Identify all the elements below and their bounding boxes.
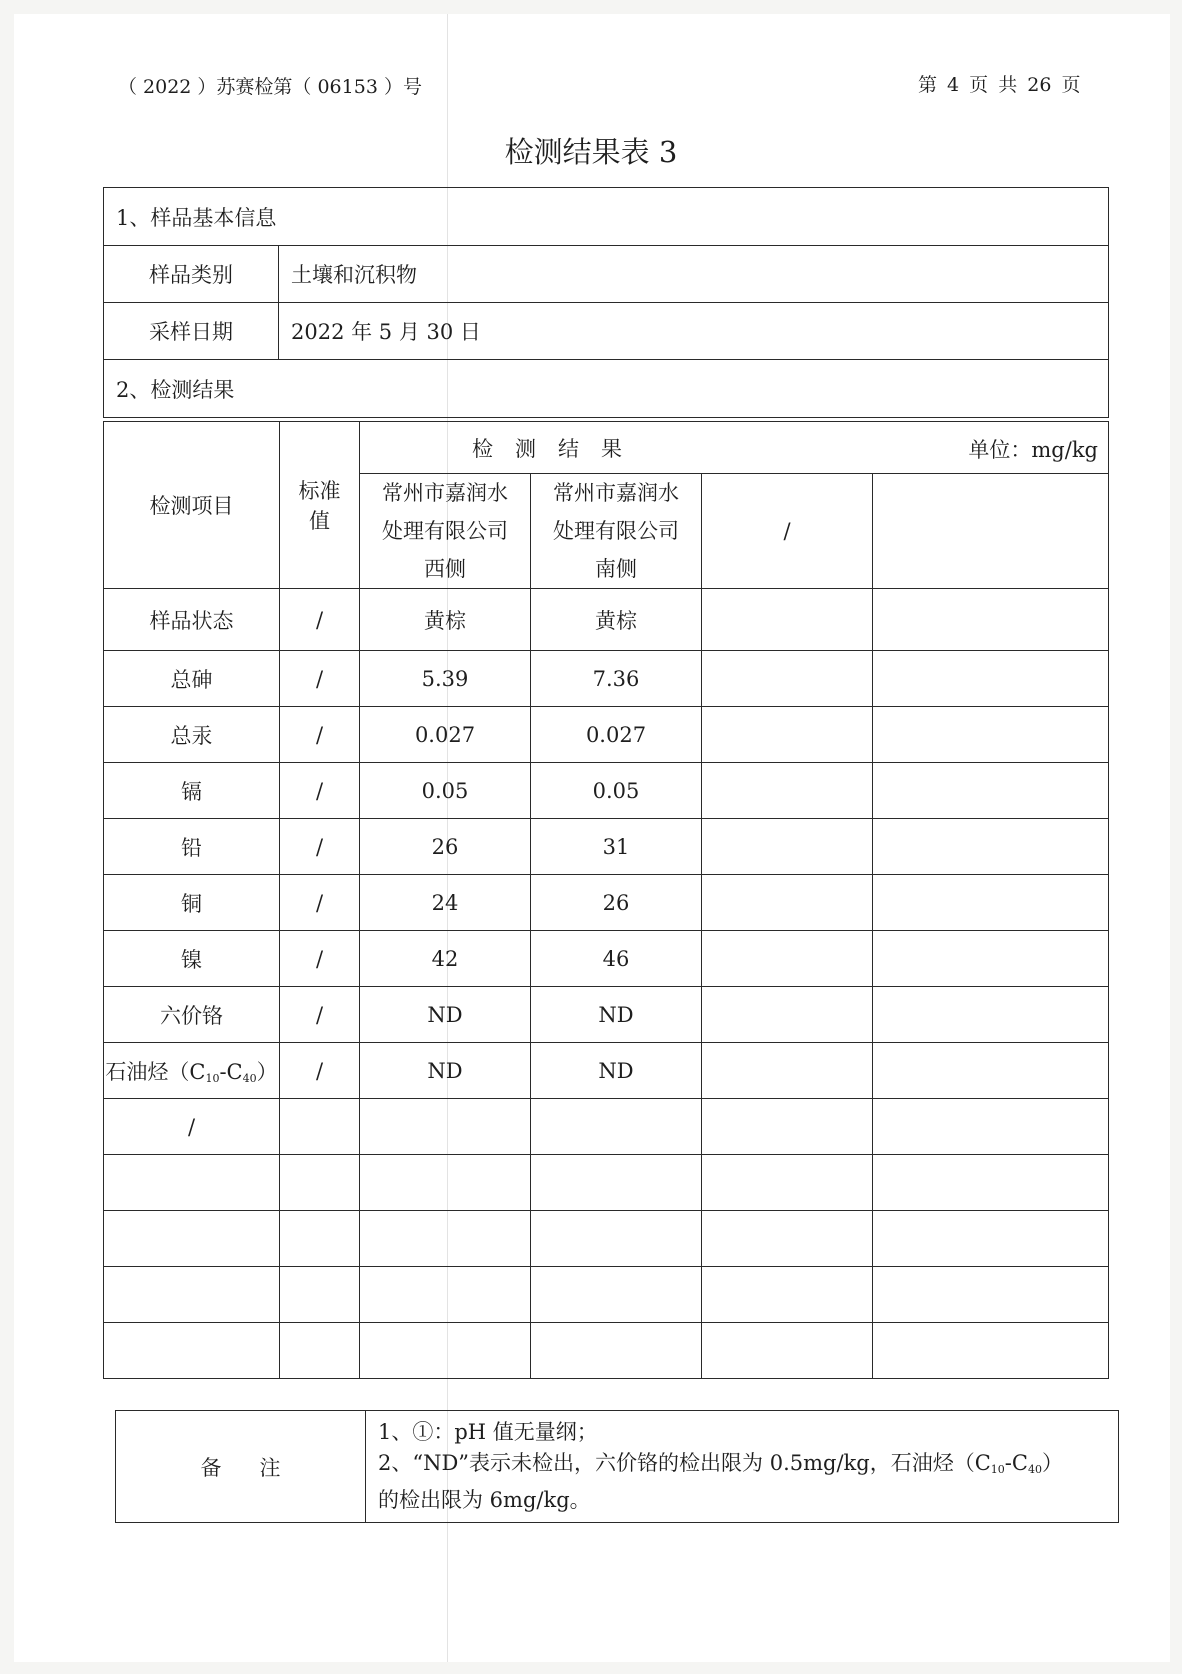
sampling-date-label: 采样日期 <box>104 303 279 360</box>
value-cell-4 <box>873 1099 1109 1155</box>
table-row <box>104 819 1109 875</box>
item-header: 检测项目 <box>104 422 280 589</box>
value-cell-3 <box>702 589 873 651</box>
value-cell-south <box>531 1099 702 1155</box>
results-table <box>103 421 1109 1379</box>
value-cell-4 <box>873 1323 1109 1379</box>
item-cell <box>104 1323 280 1379</box>
value-cell-4 <box>873 651 1109 707</box>
value-cell-4 <box>873 589 1109 651</box>
value-cell-3 <box>702 1155 873 1211</box>
site-west-line1: 常州市嘉润水 <box>382 481 508 505</box>
site-west-line2: 处理有限公司 <box>382 519 508 543</box>
value-cell-west: ND <box>360 987 531 1043</box>
value-cell-4 <box>873 1043 1109 1099</box>
unit-label: 单位：mg/kg <box>968 438 1098 462</box>
item-cell <box>104 1211 280 1267</box>
standard-cell: / <box>280 1043 360 1099</box>
value-cell-4 <box>873 1155 1109 1211</box>
value-cell-south: ND <box>531 1043 702 1099</box>
value-cell-west: 42 <box>360 931 531 987</box>
remark-line-2: 2、“ND”表示未检出，六价铬的检出限为 0.5mg/kg，石油烃$(C_{10}-C_{40})$ <box>378 1451 1063 1476</box>
value-cell-west <box>360 1099 531 1155</box>
value-cell-3 <box>702 1323 873 1379</box>
value-cell-4 <box>873 875 1109 931</box>
value-cell-3 <box>702 875 873 931</box>
value-cell-3 <box>702 1267 873 1323</box>
table-row <box>104 875 1109 931</box>
table-row <box>104 1267 1109 1323</box>
table-row <box>104 1099 1109 1155</box>
standard-header-line2: 值 <box>309 509 330 533</box>
sample-info-section-title: 1、样品基本信息 <box>104 188 1109 246</box>
site-south-line2: 处理有限公司 <box>553 519 679 543</box>
standard-cell: / <box>280 987 360 1043</box>
site-3-slash: / <box>783 519 791 543</box>
value-cell-3 <box>702 763 873 819</box>
table-row <box>104 763 1109 819</box>
value-cell-3 <box>702 819 873 875</box>
page-title: 检测结果表 3 <box>504 135 678 169</box>
site-column-4 <box>873 474 1109 589</box>
value-cell-4 <box>873 707 1109 763</box>
value-cell-4 <box>873 763 1109 819</box>
item-cell: 铜 <box>104 875 280 931</box>
item-cell: 石油烃$(C_{10}-C_{40})$ <box>104 1043 280 1099</box>
standard-header-line1: 标准 <box>298 479 341 503</box>
value-cell-west: 5.39 <box>360 651 531 707</box>
item-cell: 样品状态 <box>104 589 280 651</box>
sample-category-value: 土壤和沉积物 <box>279 246 1109 303</box>
item-cell: 六价铬 <box>104 987 280 1043</box>
value-cell-3 <box>702 1211 873 1267</box>
value-cell-3 <box>702 1099 873 1155</box>
item-cell: / <box>104 1099 280 1155</box>
table-row <box>104 1323 1109 1379</box>
table-row <box>104 987 1109 1043</box>
value-cell-south: 26 <box>531 875 702 931</box>
value-cell-4 <box>873 987 1109 1043</box>
site-column-south <box>531 474 702 589</box>
table-row <box>104 651 1109 707</box>
table-row <box>104 931 1109 987</box>
page-number: 第 4 页 共 26 页 <box>918 74 1081 96</box>
value-cell-3 <box>702 651 873 707</box>
value-cell-south <box>531 1267 702 1323</box>
standard-cell <box>280 1323 360 1379</box>
standard-cell <box>280 1211 360 1267</box>
value-cell-west <box>360 1155 531 1211</box>
table-row <box>104 589 1109 651</box>
standard-cell <box>280 1099 360 1155</box>
standard-cell <box>280 1155 360 1211</box>
item-cell: 总汞 <box>104 707 280 763</box>
value-cell-west: 0.027 <box>360 707 531 763</box>
table-row <box>104 1211 1109 1267</box>
value-cell-3 <box>702 931 873 987</box>
results-caption: 检测结果 <box>472 436 644 461</box>
remark-line-3: 的检出限为 6mg/kg。 <box>378 1488 591 1512</box>
remarks-text <box>366 1411 1119 1523</box>
table-row <box>104 707 1109 763</box>
standard-cell: / <box>280 651 360 707</box>
remarks-table <box>115 1410 1119 1523</box>
table-row <box>104 1155 1109 1211</box>
standard-cell: / <box>280 931 360 987</box>
value-cell-west: 0.05 <box>360 763 531 819</box>
remarks-label: 备注 <box>116 1411 366 1523</box>
result-rows <box>104 589 1109 1379</box>
site-column-west <box>360 474 531 589</box>
standard-cell: / <box>280 707 360 763</box>
value-cell-4 <box>873 931 1109 987</box>
item-cell <box>104 1267 280 1323</box>
value-cell-south: ND <box>531 987 702 1043</box>
value-cell-4 <box>873 819 1109 875</box>
standard-cell: / <box>280 763 360 819</box>
value-cell-west <box>360 1267 531 1323</box>
standard-cell <box>280 1267 360 1323</box>
value-cell-3 <box>702 707 873 763</box>
site-column-3 <box>702 474 873 589</box>
site-west-line3: 西侧 <box>424 557 466 581</box>
item-cell: 铅 <box>104 819 280 875</box>
value-cell-south: 0.05 <box>531 763 702 819</box>
standard-cell: / <box>280 819 360 875</box>
value-cell-south <box>531 1211 702 1267</box>
item-cell: 镉 <box>104 763 280 819</box>
value-cell-south <box>531 1155 702 1211</box>
value-cell-south: 0.027 <box>531 707 702 763</box>
value-cell-4 <box>873 1267 1109 1323</box>
results-caption-cell <box>360 422 1109 474</box>
value-cell-south: 31 <box>531 819 702 875</box>
standard-cell: / <box>280 589 360 651</box>
sample-category-label: 样品类别 <box>104 246 279 303</box>
value-cell-3 <box>702 1043 873 1099</box>
site-south-line1: 常州市嘉润水 <box>553 481 679 505</box>
value-cell-3 <box>702 987 873 1043</box>
value-cell-south: 黄棕 <box>531 589 702 651</box>
value-cell-west: 黄棕 <box>360 589 531 651</box>
value-cell-west <box>360 1211 531 1267</box>
value-cell-south: 46 <box>531 931 702 987</box>
site-south-line3: 南侧 <box>595 557 637 581</box>
table-row <box>104 1043 1109 1099</box>
standard-cell: / <box>280 875 360 931</box>
item-cell: 总砷 <box>104 651 280 707</box>
report-number: （ 2022 ）苏赛检第（ 06153 ）号 <box>118 76 422 98</box>
value-cell-west: 24 <box>360 875 531 931</box>
value-cell-west <box>360 1323 531 1379</box>
item-cell: 镍 <box>104 931 280 987</box>
item-cell <box>104 1155 280 1211</box>
value-cell-south: 7.36 <box>531 651 702 707</box>
results-section-title: 2、检测结果 <box>104 360 1109 418</box>
value-cell-south <box>531 1323 702 1379</box>
remark-line-1: 1、①：pH 值无量纲； <box>378 1420 598 1444</box>
value-cell-4 <box>873 1211 1109 1267</box>
value-cell-west: 26 <box>360 819 531 875</box>
sampling-date-value: 2022 年 5 月 30 日 <box>279 303 1109 360</box>
standard-header <box>280 422 360 589</box>
sample-info-table <box>103 187 1109 418</box>
value-cell-west: ND <box>360 1043 531 1099</box>
